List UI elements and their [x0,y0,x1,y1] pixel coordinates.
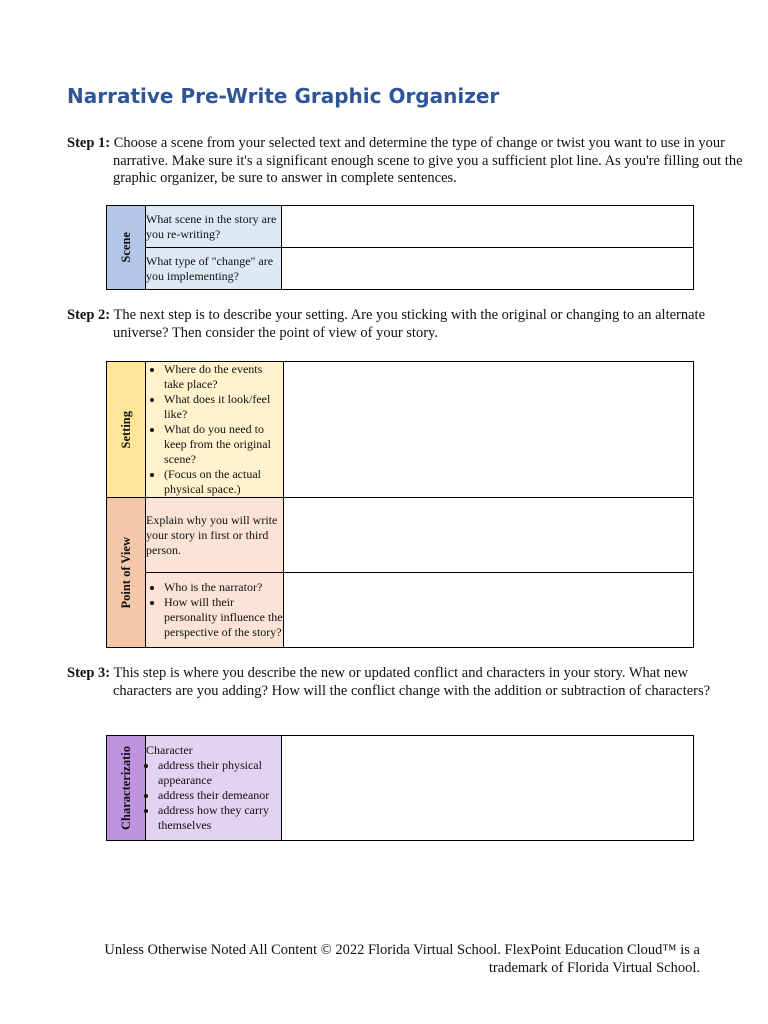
prompt-text: What scene in the story are you re-writing? [146,211,277,241]
list-item: • What does it look/feel like? [164,392,283,422]
setting-pov-table [106,361,694,648]
prompt-text: What type of "change" are you implementing? [146,253,274,283]
pov-response-2[interactable] [284,573,694,648]
step-1-label: Step 1: [67,135,111,151]
pov-heading: Point of View [118,536,133,609]
pov-bullets [148,580,283,640]
characterization-table [106,735,694,841]
pov-prompt-2 [146,573,284,648]
pov-prompt-1 [146,498,284,573]
step-3-instructions [67,665,745,700]
list-item: • (Focus on the actual physical space.) [164,467,283,497]
scene-heading: Scene [118,232,133,263]
page-title: Narrative Pre-Write Graphic Organizer [67,84,500,108]
scene-heading-cell [107,206,146,290]
scene-prompt-1 [146,206,282,248]
characterization-heading: Characterizatio [118,746,133,830]
pov-response-1[interactable] [284,498,694,573]
list-item: • address how they carry themselves [158,803,281,833]
characterization-heading-cell [107,736,146,841]
list-item: • Who is the narrator? [164,580,283,595]
setting-heading-cell [107,362,146,498]
characterization-prompt [146,736,282,841]
characterization-bullets [146,758,281,833]
step-2-label: Step 2: [67,307,111,323]
scene-prompt-2 [146,248,282,290]
setting-heading: Setting [118,410,133,449]
list-item: • Where do the events take place? [164,362,283,392]
scene-response-2[interactable] [282,248,694,290]
scene-response-1[interactable] [282,206,694,248]
characterization-response[interactable] [282,736,694,841]
footer-copyright: Unless Otherwise Noted All Content © 2022 Florida Virtual School. FlexPoint Education Cloud™ is a trademark of Florida Virtual School. [104,942,700,976]
step-3-label: Step 3: [67,665,111,681]
scene-table [106,205,694,290]
prompt-text: Explain why you will write your story in first or third person. [146,512,278,557]
setting-response[interactable] [284,362,694,498]
setting-bullets [148,362,283,497]
step-2-text: The next step is to describe your setting. Are you sticking with the original or changing to an alternate universe? Then consider the point of view of your story. [110,307,706,341]
step-2-instructions [67,307,745,342]
pov-heading-cell [107,498,146,648]
step-1-instructions [67,135,745,188]
list-item: • address their physical appearance [158,758,281,788]
characterization-intro: Character [146,743,193,757]
list-item: • address their demeanor [158,788,281,803]
step-3-text: This step is where you describe the new or updated conflict and characters in your story. What new characters are you adding? How will the conflict change with the addition or subtraction of characters? [110,665,711,699]
list-item: • How will their personality influence the perspective of the story? [164,595,283,640]
list-item: • What do you need to keep from the original scene? [164,422,283,467]
step-1-text: Choose a scene from your selected text and determine the type of change or twist you want to use in your narrative. Make sure it's a significant enough scene to give you a sufficient plot line. As you're filling out the graphic organizer, be sure to answer in complete sentences. [110,135,743,186]
setting-prompt [146,362,284,498]
